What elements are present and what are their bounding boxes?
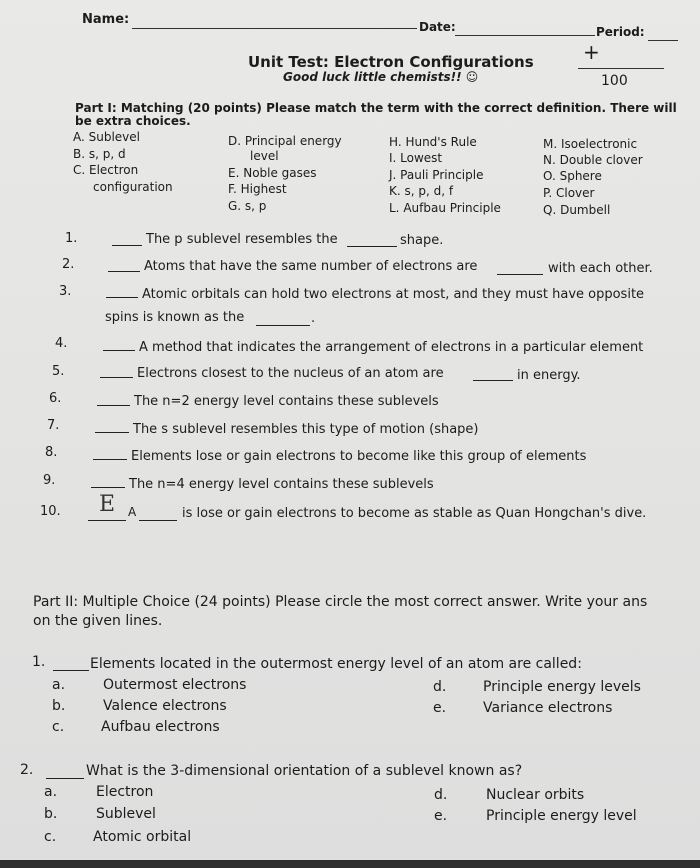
answer-blank[interactable] [112,235,142,246]
answer-blank[interactable] [103,340,135,351]
option-text[interactable]: Sublevel [96,806,156,822]
answer-blank[interactable] [93,449,127,460]
option-text[interactable]: Atomic orbital [93,829,192,845]
option-letter: b. [44,806,58,822]
answer-blank[interactable] [88,510,126,521]
part2-heading: Part II: Multiple Choice (24 points) Please circle the most correct answer. Write your ans [33,594,648,610]
period-field-line[interactable] [648,40,678,41]
answer-blank[interactable] [100,367,133,378]
option-text[interactable]: Principle energy levels [483,679,641,695]
choice-item: O. Sphere [543,169,602,183]
option-text[interactable]: Variance electrons [483,700,613,716]
option-text[interactable]: Nuclear orbits [486,787,585,803]
option-text[interactable]: Valence electrons [103,698,227,714]
choice-item: K. s, p, d, f [389,184,454,198]
fill-blank[interactable] [497,264,543,275]
choice-item: B. s, p, d [73,147,126,161]
question-number: 2. [62,257,75,272]
fill-blank[interactable] [473,370,513,381]
option-text[interactable]: Aufbau electrons [101,719,220,735]
question-text: in energy. [517,368,581,383]
name-label: Name: [82,12,130,27]
option-letter: a. [52,677,66,693]
choice-item: L. Aufbau Principle [389,201,501,215]
part1-heading: Part I: Matching (20 points) Please match the term with the correct definition. There will [75,101,677,115]
part1-heading-line2: be extra choices. [75,114,191,128]
question-number: 5. [52,364,65,379]
option-letter: e. [433,700,447,716]
answer-blank[interactable] [106,287,138,298]
question-text: is lose or gain electrons to become as stable as Quan Hongchan's dive. [182,506,647,521]
fill-blank[interactable] [256,315,310,326]
choice-item: I. Lowest [389,151,443,165]
part2-heading-line2: on the given lines. [33,613,163,629]
choice-item: M. Isoelectronic [543,137,638,151]
question-number: 9. [43,473,56,488]
option-letter: a. [44,784,58,800]
choice-item: D. Principal energy [228,134,342,148]
score-fraction-line [578,68,664,69]
choice-item: F. Highest [228,182,287,196]
question-text: . [311,311,316,326]
fill-blank[interactable] [347,236,397,247]
question-text: Electrons closest to the nucleus of an atom are [137,366,444,381]
question-text: The s sublevel resembles this type of motion (shape) [133,422,479,437]
choice-item: C. Electron [73,163,139,177]
question-number: 3. [59,284,72,299]
fill-blank[interactable] [139,510,177,521]
question-text: Elements lose or gain electrons to become like this group of elements [131,449,587,464]
question-number: 8. [45,445,58,460]
question-text: Atomic orbitals can hold two electrons at most, and they must have opposite [142,287,645,302]
choice-item: J. Pauli Principle [389,168,484,182]
question-text: The n=2 energy level contains these sublevels [134,394,439,409]
option-text[interactable]: Outermost electrons [103,677,247,693]
question-text: The p sublevel resembles the [146,232,338,247]
option-text[interactable]: Electron [96,784,154,800]
answer-blank[interactable] [95,422,129,433]
option-letter: d. [434,787,448,803]
period-label: Period: [596,25,645,39]
question-number: 1. [65,231,78,246]
question-text: with each other. [548,261,653,276]
score-plus-sign: + [583,40,600,64]
question-text: spins is known as the [105,310,245,325]
question-text: Atoms that have the same number of electrons are [144,259,478,274]
inline-letter: A [128,505,137,519]
handwritten-answer: E [99,492,116,517]
option-letter: d. [433,679,447,695]
question-text: The n=4 energy level contains these sublevels [129,477,434,492]
page-title: Unit Test: Electron Configurations [248,53,534,71]
name-field-line[interactable] [132,28,417,29]
page-subtitle: Good luck little chemists!! ☺ [283,70,479,84]
choice-item: P. Clover [543,186,595,200]
answer-blank[interactable] [91,477,125,488]
choice-item: configuration [93,180,173,194]
option-text[interactable]: Principle energy level [486,808,637,824]
question-number: 7. [47,418,60,433]
choice-item: H. Hund's Rule [389,135,477,149]
choice-item: Q. Dumbell [543,203,611,217]
answer-blank[interactable] [108,261,140,272]
question-number: 10. [40,504,61,519]
question-number: 2. [20,762,34,778]
question-number: 1. [32,654,46,670]
choice-item: A. Sublevel [73,130,141,144]
question-number: 4. [55,336,68,351]
answer-blank[interactable] [53,660,89,671]
option-letter: b. [52,698,66,714]
question-text: shape. [400,233,444,248]
choice-item: N. Double clover [543,153,643,167]
date-field-line[interactable] [455,35,595,36]
answer-blank[interactable] [97,395,130,406]
page-bottom-edge [0,860,700,868]
option-letter: c. [44,829,57,845]
question-text: What is the 3-dimensional orientation of a sublevel known as? [86,763,523,779]
date-label: Date: [419,20,456,34]
option-letter: e. [434,808,448,824]
answer-blank[interactable] [46,768,84,779]
question-text: Elements located in the outermost energy level of an atom are called: [90,656,582,672]
choice-item: level [250,149,279,163]
score-total: 100 [601,73,628,89]
choice-item: E. Noble gases [228,166,317,180]
option-letter: c. [52,719,65,735]
question-text: A method that indicates the arrangement of electrons in a particular element [139,340,644,355]
choice-item: G. s, p [228,199,267,213]
question-number: 6. [49,391,62,406]
